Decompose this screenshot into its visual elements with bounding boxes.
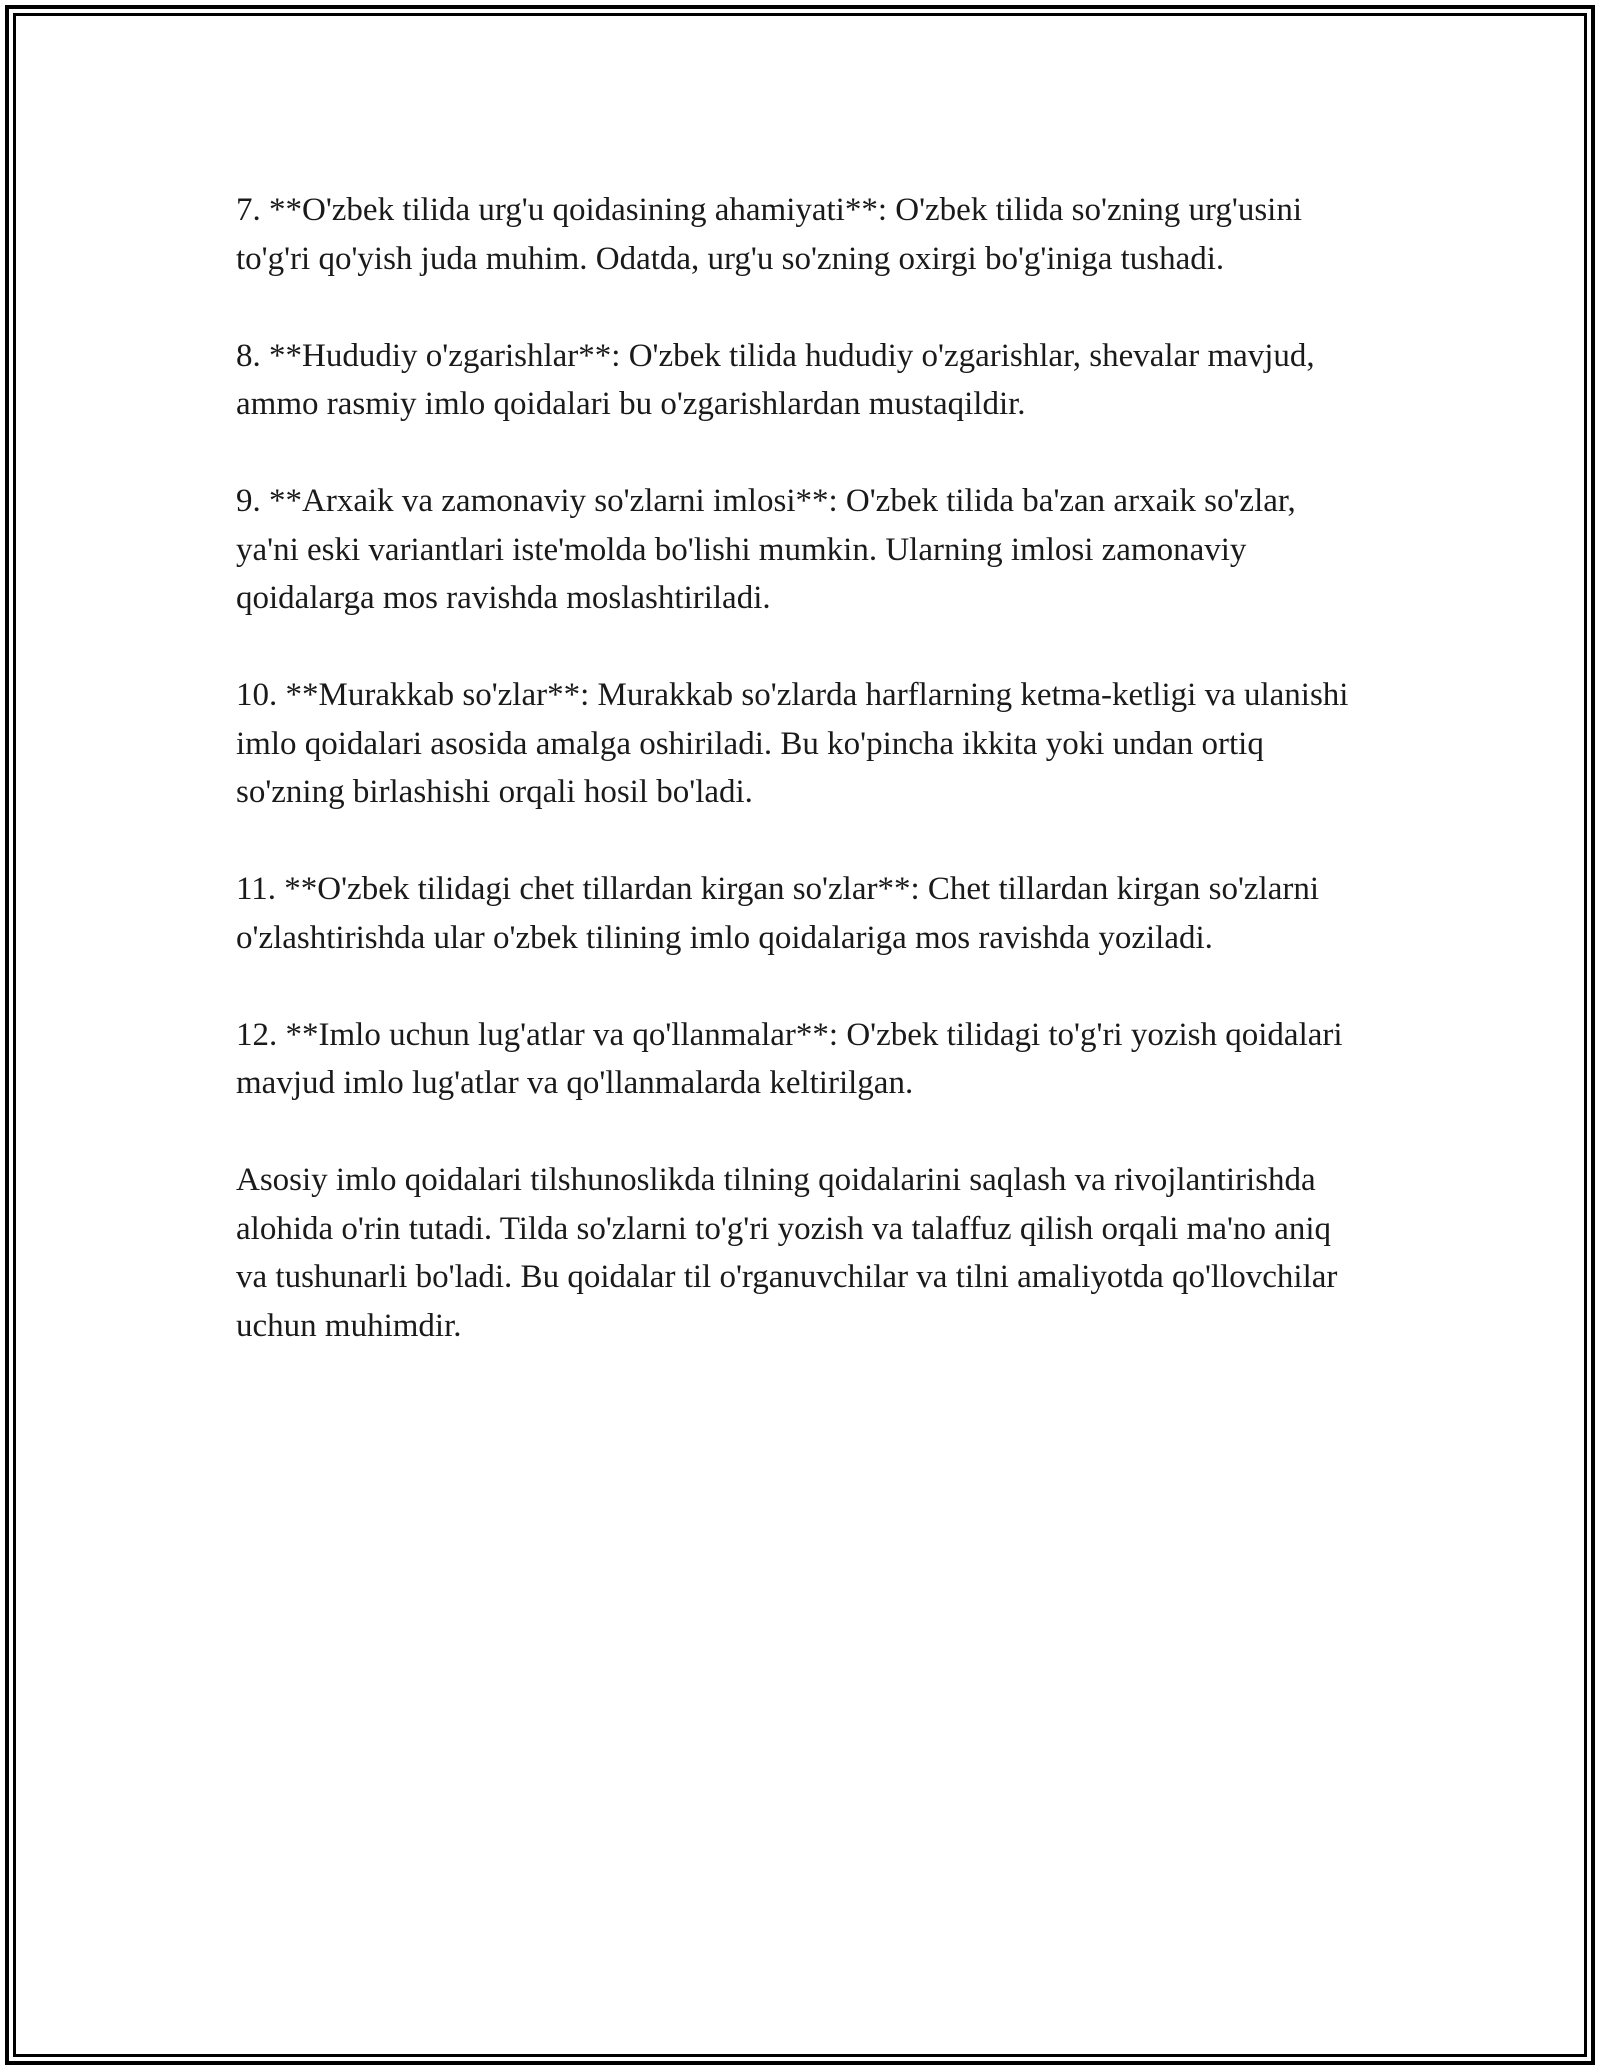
paragraph-item-7: 7. **O'zbek tilida urg'u qoidasining ahamiyati**: O'zbek tilida so'zning urg'usini to'g'ri qo'yish juda muhim. Odatda, urg'u so'zning oxirgi bo'g'iniga tushadi.	[236, 192, 1303, 277]
document-body	[236, 186, 1356, 1399]
conclusion-paragraph: Asosiy imlo qoidalari tilshunoslikda tilning qoidalarini saqlash va rivojlantirishda alohida o'rin tutadi. Tilda so'zlarni to'g'ri yozish va talaffuz qilish orqali ma'no aniq va tushunarli bo'ladi. Bu qoidalar til o'rganuvchilar va tilni amaliyotda qo'llovchilar uchun muhimdir.	[236, 1162, 1338, 1344]
paragraph-item-11: 11. **O'zbek tilidagi chet tillardan kirgan so'zlar**: Chet tillardan kirgan so'zlarni o'zlashtirishda ular o'zbek tilining imlo qoidalariga mos ravishda yoziladi.	[236, 871, 1320, 956]
paragraph-item-10: 10. **Murakkab so'zlar**: Murakkab so'zlarda harflarning ketma-ketligi va ulanishi imlo qoidalari asosida amalga oshiriladi. Bu ko'pincha ikkita yoki undan ortiq so'zning birlashishi orqali hosil bo'ladi.	[236, 677, 1349, 810]
paragraph-item-8: 8. **Hududiy o'zgarishlar**: O'zbek tilida hududiy o'zgarishlar, shevalar mavjud, ammo rasmiy imlo qoidalari bu o'zgarishlardan mustaqildir.	[236, 337, 1315, 422]
paragraph-item-9: 9. **Arxaik va zamonaviy so'zlarni imlosi**: O'zbek tilida ba'zan arxaik so'zlar, ya'ni eski variantlari iste'molda bo'lishi mumkin. Ularning imlosi zamonaviy qoidalarga mos ravishda moslashtiriladi.	[236, 483, 1296, 616]
paragraph-item-12: 12. **Imlo uchun lug'atlar va qo'llanmalar**: O'zbek tilidagi to'g'ri yozish qoidalari mavjud imlo lug'atlar va qo'llanmalarda keltirilgan.	[236, 1016, 1343, 1101]
